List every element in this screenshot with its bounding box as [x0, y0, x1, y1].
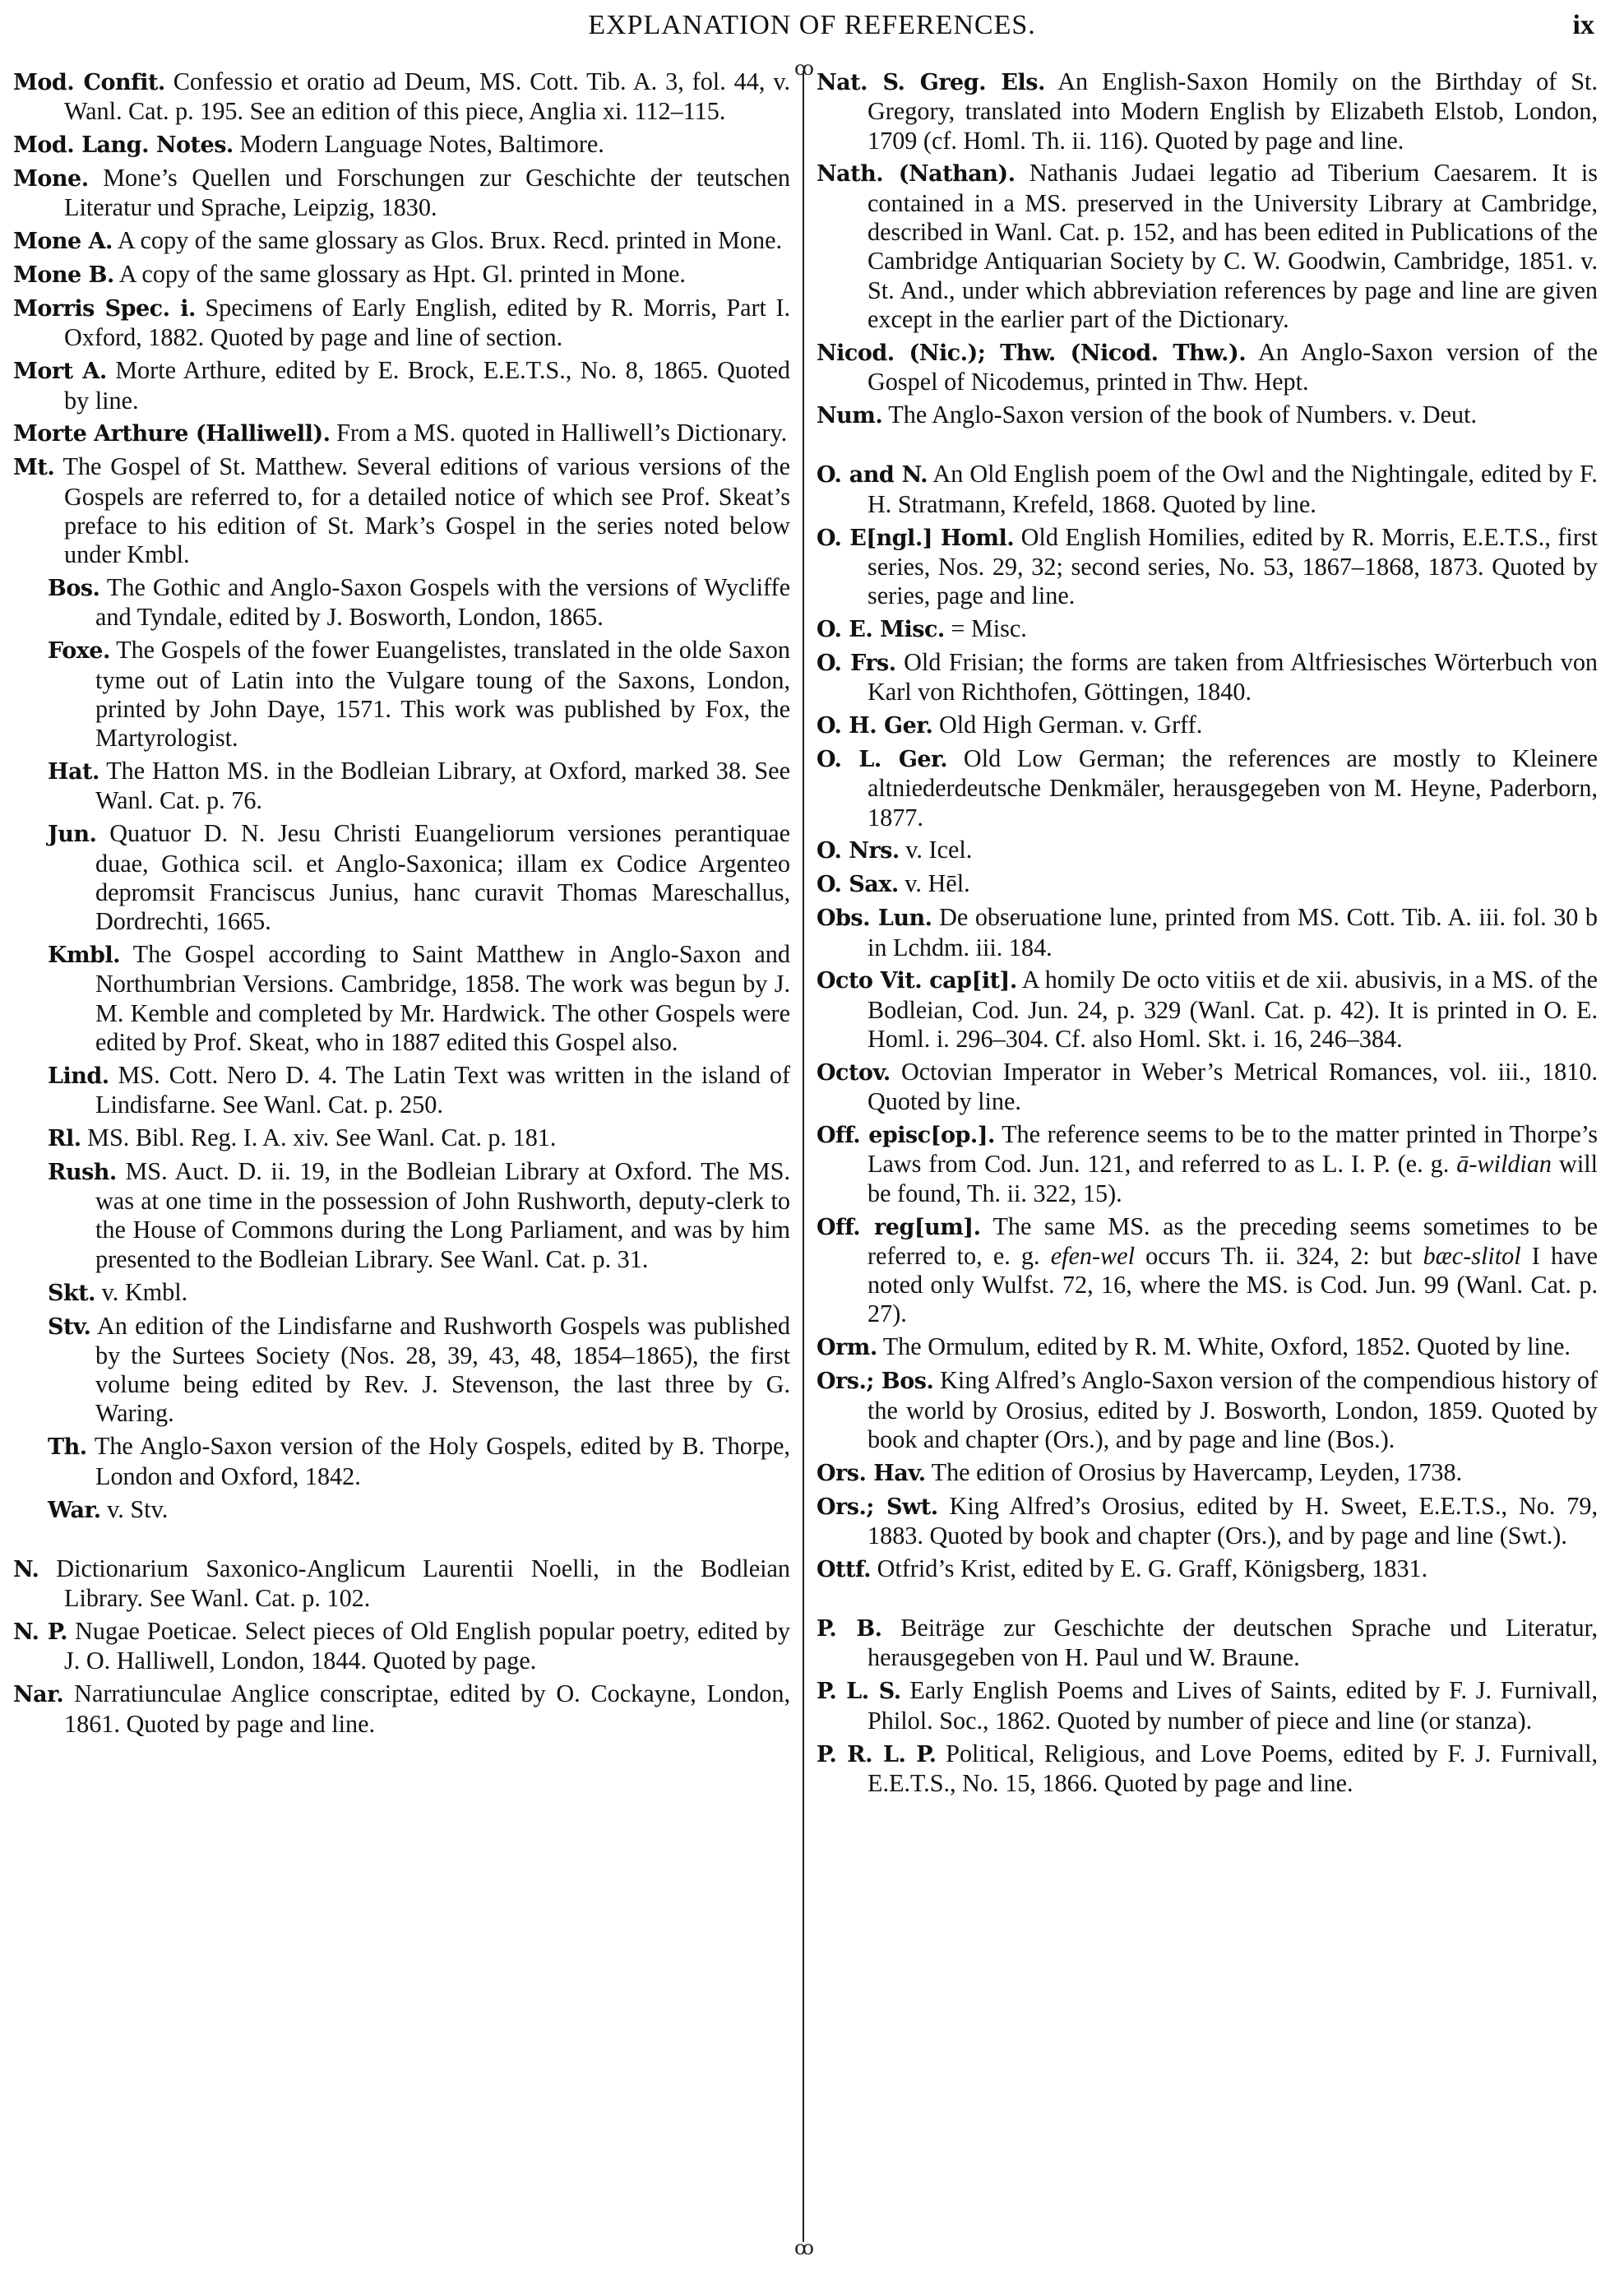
reference-description: An Anglo-Saxon version of the Gospel of Nicodemus, printed in Thw. Hept. — [868, 337, 1598, 396]
reference-abbreviation: Lind. — [48, 1063, 109, 1089]
reference-description: The Gospels of the fower Euangelistes, translated in the olde Saxon tyme out of Latin into the Vulgare toung of the Saxons, London, printed by John Daye, 1571. This work was published by Fox, the Martyrologist. — [95, 636, 790, 753]
reference-entry — [13, 1617, 790, 1676]
reference-description: The edition of Orosius by Havercamp, Leyden, 1738. — [931, 1457, 1463, 1486]
reference-description: Octovian Imperator in Weber’s Metrical Romances, vol. iii., 1810. Quoted by line. — [868, 1057, 1599, 1116]
reference-entry — [13, 636, 790, 753]
column-divider — [803, 71, 804, 2242]
reference-abbreviation: O. E[ngl.] Homl. — [817, 525, 1015, 551]
reference-entry — [13, 1679, 790, 1739]
reference-entry — [817, 401, 1598, 430]
reference-abbreviation: Mod. Lang. Notes. — [13, 132, 234, 159]
reference-entry — [13, 164, 790, 223]
reference-entry — [817, 1120, 1598, 1208]
reference-description: MS. Cott. Nero D. 4. The Latin Text was written in the island of Lindisfarne. See Wanl. Cat. p. 250. — [95, 1060, 790, 1119]
reference-entry — [817, 614, 1598, 644]
reference-entry — [13, 1495, 790, 1525]
reference-description: v. Hēl. — [905, 869, 970, 898]
column-rule-ornament-bottom-icon: ꝏ — [794, 2238, 814, 2259]
reference-entry — [817, 1676, 1598, 1735]
reference-entry — [13, 573, 790, 632]
reference-abbreviation: Jun. — [48, 822, 97, 848]
column-rule-ornament-top-icon: ꝏ — [794, 58, 814, 80]
reference-description: The Gothic and Anglo-Saxon Gospels with the versions of Wycliffe and Tyndale, edited by J. Bosworth, London, 1865. — [95, 573, 790, 632]
reference-entry — [13, 757, 790, 816]
reference-entry — [13, 940, 790, 1057]
reference-description: The Anglo-Saxon version of the book of Numbers. v. Deut. — [888, 401, 1478, 429]
reference-abbreviation: Mone B. — [13, 262, 114, 289]
reference-entry — [817, 966, 1598, 1054]
reference-description: I have noted only Wulfst. 72, 16, where the MS. is Cod. Jun. 99 (Wanl. Cat. p. 27). — [868, 1241, 1598, 1328]
reference-entry — [13, 819, 790, 936]
reference-description: MS. Auct. D. ii. 19, in the Bodleian Library at Oxford. The MS. was at one time in the possession of John Rushworth, deputy-clerk to the House of Commons during the Long Parliament, and was by him presented to the Bodleian Library. See Wanl. Cat. p. 31. — [95, 1156, 790, 1273]
reference-entry — [13, 419, 790, 448]
reference-description: The same MS. as the preceding seems sometimes to be referred to, e. g. — [868, 1211, 1598, 1270]
reference-description: Nugae Poeticae. Select pieces of Old English popular poetry, edited by J. O. Halliwell, London, 1844. Quoted by page. — [64, 1617, 790, 1675]
reference-entry — [817, 159, 1598, 334]
reference-entry — [817, 1614, 1598, 1673]
reference-description: Morte Arthure, edited by E. Brock, E.E.T.S., No. 8, 1865. Quoted by line. — [64, 356, 790, 415]
reference-abbreviation: O. L. Ger. — [817, 746, 948, 772]
reference-abbreviation: Octo Vit. cap[it]. — [817, 968, 1017, 994]
reference-entry — [817, 1740, 1598, 1799]
reference-abbreviation: Num. — [817, 403, 883, 429]
reference-abbreviation: Nat. S. Greg. Els. — [817, 70, 1045, 95]
reference-entry — [817, 460, 1598, 519]
reference-entry — [13, 294, 790, 353]
reference-description: The Ormulum, edited by R. M. White, Oxford, 1852. Quoted by line. — [882, 1332, 1571, 1361]
reference-entry — [13, 1312, 790, 1429]
reference-abbreviation: Obs. Lun. — [817, 906, 932, 932]
reference-abbreviation: Nar. — [13, 1682, 64, 1708]
reference-abbreviation: P. R. L. P. — [817, 1741, 937, 1767]
reference-abbreviation: Morte Arthure (Halliwell). — [13, 421, 331, 447]
reference-description: An edition of the Lindisfarne and Rushworth Gospels was published by the Surtees Society (Nos. 28, 39, 43, 48, 1854–1865), the first volume being edited by Rev. J. Stevenson, the last three by G. Waring. — [95, 1311, 790, 1428]
reference-entry — [13, 226, 790, 256]
reference-description: Dictionarium Saxonico-Anglicum Laurentii Noelli, in the Bodleian Library. See Wanl. Cat. p. 102. — [56, 1554, 790, 1613]
reference-abbreviation: Orm. — [817, 1335, 877, 1361]
reference-entry — [817, 1332, 1598, 1362]
reference-description: v. Kmbl. — [101, 1277, 188, 1306]
reference-entry — [817, 338, 1598, 397]
reference-abbreviation: O. E. Misc. — [817, 617, 945, 643]
reference-entry — [13, 356, 790, 415]
reference-entry — [817, 1212, 1598, 1329]
cited-word: bæc-slitol — [1423, 1241, 1521, 1270]
reference-abbreviation: Mort A. — [13, 359, 107, 385]
reference-description: A homily De octo vitiis et de xii. abusivis, in a MS. of the Bodleian, Cod. Jun. 24, p. 329 (Wanl. Cat. p. 42). It is printed in O. E. Homl. i. 296–304. Cf. also Homl. Skt. i. 16, 246–384. — [868, 966, 1598, 1054]
reference-entry — [13, 130, 790, 160]
reference-abbreviation: Th. — [48, 1434, 87, 1461]
right-column — [817, 67, 1598, 1802]
reference-description: Early English Poems and Lives of Saints, edited by F. J. Furnivall, Philol. Soc., 1862. Quoted by number of piece and line (or stanza). — [868, 1676, 1598, 1735]
reference-description: Old High German. v. Grff. — [938, 711, 1203, 739]
reference-description: King Alfred’s Orosius, edited by H. Sweet, E.E.T.S., No. 79, 1883. Quoted by book and chapter (Ors.), and by page and line (Swt.). — [868, 1491, 1599, 1550]
reference-description: Modern Language Notes, Baltimore. — [239, 130, 604, 159]
reference-abbreviation: O. Sax. — [817, 872, 899, 898]
reference-entry — [13, 67, 790, 127]
reference-entry — [13, 1278, 790, 1308]
reference-abbreviation: Mone. — [13, 166, 89, 192]
reference-description: The reference seems to be to the matter printed in Thorpe’s Laws from Cod. Jun. 121, and referred to as L. I. P. (e. g. — [868, 1120, 1598, 1179]
reference-description: occurs Th. ii. 324, 2: but — [1134, 1241, 1423, 1270]
reference-entry — [817, 523, 1598, 611]
reference-entry — [817, 1492, 1598, 1551]
reference-description: A copy of the same glossary as Hpt. Gl. printed in Mone. — [118, 260, 686, 289]
reference-abbreviation: Mone A. — [13, 229, 113, 255]
reference-abbreviation: O. H. Ger. — [817, 713, 933, 739]
reference-entry — [13, 452, 790, 569]
reference-entry — [13, 1123, 790, 1153]
reference-entry — [817, 67, 1598, 155]
reference-abbreviation: War. — [48, 1497, 101, 1523]
reference-description: Old English Homilies, edited by R. Morris, E.E.T.S., first series, Nos. 29, 32; second series, No. 53, 1867–1868, 1873. Quoted by series, page and line. — [868, 522, 1599, 610]
reference-abbreviation: O. Frs. — [817, 650, 896, 676]
reference-description: The Hatton MS. in the Bodleian Library, at Oxford, marked 38. See Wanl. Cat. p. 76. — [95, 757, 790, 815]
reference-entry — [817, 648, 1598, 707]
page-header — [0, 7, 1624, 48]
reference-description: An English-Saxon Homily on the Birthday of St. Gregory, translated into Modern English by Elizabeth Elstob, London, 1709 (cf. Homl. Th. ii. 116). Quoted by page and line. — [868, 67, 1598, 155]
reference-abbreviation: Octov. — [817, 1059, 891, 1086]
reference-abbreviation: Off. episc[op.]. — [817, 1123, 995, 1149]
reference-description: The Gospel of St. Matthew. Several editions of various versions of the Gospels are referred to, for a detailed notice of which see Prof. Skeat’s preface to his edition of St. Mark’s Gospel in the series noted below under Kmbl. — [62, 452, 790, 569]
reference-abbreviation: Rush. — [48, 1159, 117, 1185]
reference-entry — [13, 260, 790, 290]
reference-description: MS. Bibl. Reg. I. A. xiv. See Wanl. Cat. p. 181. — [87, 1123, 557, 1151]
reference-description: Old Frisian; the forms are taken from Altfriesisches Wörterbuch von Karl von Richthofen, Göttingen, 1840. — [868, 647, 1599, 706]
reference-abbreviation: Mt. — [13, 455, 55, 481]
reference-description: The Gospel according to Saint Matthew in Anglo-Saxon and Northumbrian Versions. Cambridge, 1858. The work was begun by J. M. Kemble and completed by Mr. Hardwick. The other Gospels were edited by Prof. Skeat, who in 1887 edited this Gospel also. — [95, 940, 790, 1056]
reference-entry — [13, 1432, 790, 1491]
left-column — [13, 67, 790, 1742]
reference-description: A copy of the same glossary as Glos. Brux. Recd. printed in Mone. — [117, 226, 783, 255]
reference-description: Quatuor D. N. Jesu Christi Euangeliorum versiones perantiquae duae, Gothica scil. et Anglo-Saxonica; illam ex Codice Argenteo depromsit Franciscus Junius, hanc curavit Thomas Mareschallus, Dordrechti, 1665. — [95, 819, 790, 936]
page-number: ix — [1572, 10, 1594, 40]
reference-description: will be found, Th. ii. 322, 15). — [868, 1150, 1598, 1207]
reference-description: Political, Religious, and Love Poems, edited by F. J. Furnivall, E.E.T.S., No. 15, 1866. Quoted by page and line. — [868, 1739, 1599, 1797]
reference-description: The Anglo-Saxon version of the Holy Gospels, edited by B. Thorpe, London and Oxford, 1842. — [94, 1432, 790, 1490]
reference-abbreviation: Stv. — [48, 1313, 91, 1340]
reference-description: = Misc. — [951, 614, 1027, 643]
reference-description: From a MS. quoted in Halliwell’s Dictionary. — [336, 419, 788, 447]
reference-abbreviation: O. and N. — [817, 462, 928, 489]
reference-description: Beiträge zur Geschichte der deutschen Sprache und Literatur, herausgegeben von H. Paul und W. Braune. — [868, 1614, 1599, 1672]
reference-entry — [817, 903, 1598, 962]
reference-entry — [817, 1554, 1598, 1584]
reference-abbreviation: Rl. — [48, 1126, 81, 1151]
reference-entry — [13, 1554, 790, 1614]
reference-entry — [817, 711, 1598, 740]
reference-entry — [817, 1058, 1598, 1117]
reference-abbreviation: Mod. Confit. — [13, 70, 165, 95]
reference-entry — [817, 1458, 1598, 1488]
reference-entry — [13, 1061, 790, 1120]
reference-abbreviation: Ors. Hav. — [817, 1460, 926, 1486]
reference-description: Narratiunculae Anglice conscriptae, edited by O. Cockayne, London, 1861. Quoted by page and line. — [64, 1679, 791, 1738]
reference-description: Confessio et oratio ad Deum, MS. Cott. Tib. A. 3, fol. 44, v. Wanl. Cat. p. 195. See an edition of this piece, Anglia xi. 112–115. — [64, 67, 791, 126]
reference-description: Specimens of Early English, edited by R. Morris, Part I. Oxford, 1882. Quoted by page and line of section. — [64, 294, 790, 352]
reference-abbreviation: Skt. — [48, 1280, 96, 1306]
reference-description: Otfrid’s Krist, edited by E. G. Graff, Königsberg, 1831. — [877, 1554, 1428, 1582]
reference-abbreviation: N. — [13, 1556, 39, 1582]
reference-description: v. Icel. — [905, 836, 973, 864]
reference-entry — [13, 1157, 790, 1274]
reference-abbreviation: Foxe. — [48, 638, 110, 665]
reference-abbreviation: Nath. (Nathan). — [817, 161, 1016, 188]
reference-description: Old Low German; the references are mostly to Kleinere altniederdeutsche Denkmäler, herausgegeben von M. Heyne, Paderborn, 1877. — [868, 744, 1599, 832]
reference-entry — [817, 744, 1598, 832]
running-title: EXPLANATION OF REFERENCES. — [588, 10, 1036, 40]
reference-description: De obseruatione lune, printed from MS. Cott. Tib. A. iii. fol. 30 b in Lchdm. iii. 184. — [868, 903, 1599, 961]
reference-description: Mone’s Quellen und Forschungen zur Geschichte der teutschen Literatur und Sprache, Leipzig, 1830. — [64, 164, 791, 222]
reference-abbreviation: Ors.; Swt. — [817, 1494, 938, 1520]
reference-description: v. Stv. — [107, 1494, 169, 1523]
reference-description: An Old English poem of the Owl and the Nightingale, edited by F. H. Stratmann, Krefeld, 1868. Quoted by line. — [868, 460, 1598, 518]
reference-description: Nathanis Judaei legatio ad Tiberium Caesarem. It is contained in a MS. preserved in the University Library at Cambridge, described in Wanl. Cat. p. 152, and has been edited in Publications of the Cambridge Antiquarian Society by C. W. Goodwin, Cambridge, 1851. v. St. And., under which abbreviation references by page and line are given except in the earlier part of the Dictionary. — [868, 159, 1598, 333]
reference-entry — [817, 1366, 1598, 1454]
reference-abbreviation: Bos. — [48, 576, 100, 602]
reference-abbreviation: Ottf. — [817, 1556, 872, 1582]
cited-word: ā-wildian — [1456, 1150, 1552, 1179]
cited-word: efen-wel — [1050, 1241, 1135, 1270]
reference-entry — [817, 869, 1598, 899]
reference-abbreviation: Kmbl. — [48, 943, 121, 969]
reference-abbreviation: Hat. — [48, 759, 99, 785]
reference-entry — [817, 836, 1598, 865]
reference-abbreviation: P. L. S. — [817, 1679, 901, 1705]
reference-abbreviation: N. P. — [13, 1619, 68, 1646]
reference-abbreviation: Ors.; Bos. — [817, 1369, 934, 1395]
reference-description: King Alfred’s Anglo-Saxon version of the compendious history of the world by Orosius, edited by J. Bosworth, London, 1859. Quoted by book and chapter (Ors.), and by page and line (Bos.). — [868, 1366, 1598, 1453]
reference-abbreviation: Nicod. (Nic.); Thw. (Nicod. Thw.). — [817, 340, 1247, 366]
reference-abbreviation: P. B. — [817, 1616, 882, 1642]
reference-abbreviation: Off. reg[um]. — [817, 1214, 981, 1240]
reference-abbreviation: Morris Spec. i. — [13, 296, 196, 322]
reference-abbreviation: O. Nrs. — [817, 838, 900, 864]
